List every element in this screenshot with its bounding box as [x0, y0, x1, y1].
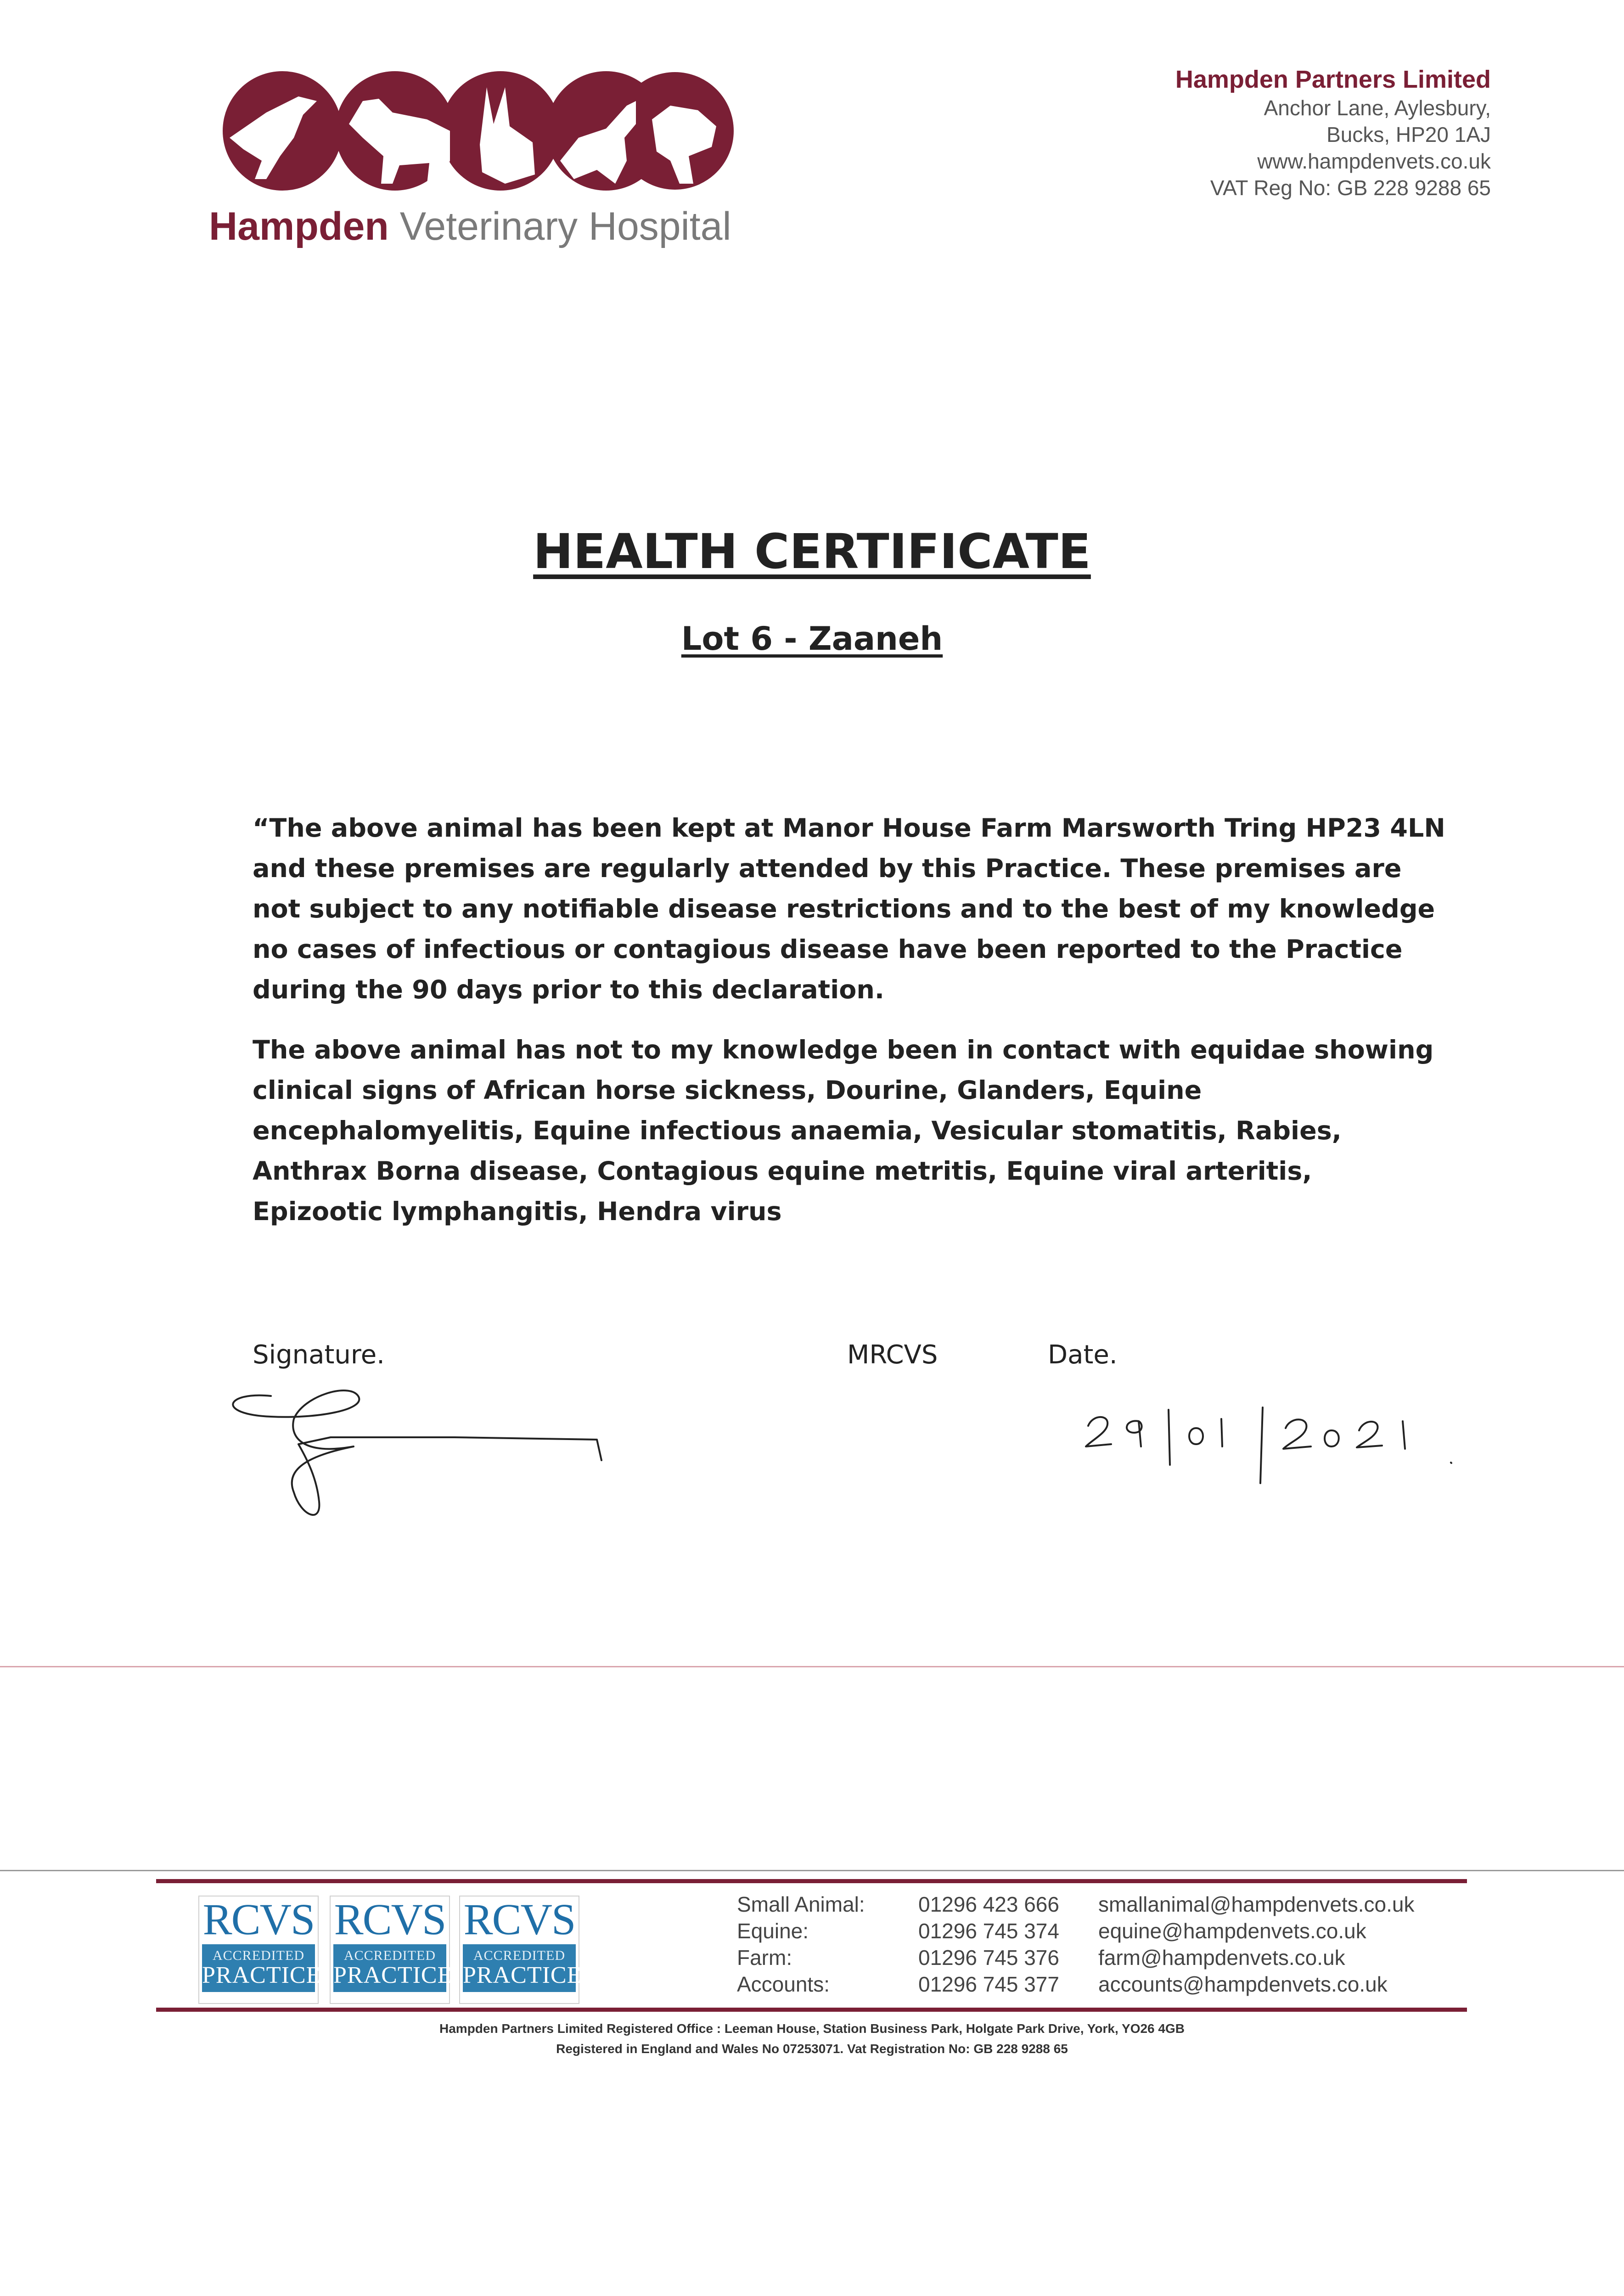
signature-label: Signature.	[253, 1340, 385, 1370]
rcvs-accredited: ACCREDITED	[473, 1948, 565, 1963]
page-divider	[0, 1666, 1624, 1667]
company-registration: Registered in England and Wales No 07253071. Vat Registration No: GB 228 9288 65	[556, 2042, 1068, 2056]
rcvs-accredited: ACCREDITED	[213, 1948, 304, 1963]
logo-name-rest: Veterinary Hospital	[399, 204, 731, 248]
rcvs-logo-text: RCVS	[334, 1895, 446, 1944]
page-title: HEALTH CERTIFICATE	[533, 523, 1091, 580]
footer-top-rule	[156, 1879, 1467, 1883]
vat-number: VAT Reg No: GB 228 9288 65	[1210, 176, 1491, 200]
rcvs-practice: PRACTICE	[333, 1962, 453, 1988]
contact-emails	[1098, 1891, 1414, 1998]
footer-divider	[0, 1870, 1624, 1871]
contact-phones	[918, 1891, 1059, 1998]
contact-phone[interactable]: 01296 745 376	[918, 1946, 1059, 1970]
contact-email[interactable]: equine@hampdenvets.co.uk	[1098, 1919, 1366, 1943]
contact-phone[interactable]: 01296 745 377	[918, 1972, 1059, 1996]
contact-label: Farm:	[737, 1946, 792, 1970]
contact-phone[interactable]: 01296 745 374	[918, 1919, 1059, 1943]
contact-phone[interactable]: 01296 423 666	[918, 1892, 1059, 1916]
contact-email[interactable]: accounts@hampdenvets.co.uk	[1098, 1972, 1388, 1996]
logo-wordmark	[209, 204, 731, 248]
declaration-paragraph-1: “The above animal has been kept at Manor House Farm Marsworth Tring HP23 4LN and these premises are regularly attended by this Practice. These premises are not subject to any notifiable disease restrictions and to the best of my knowledge no cases of infectious or contagious disease have been reported to the Practice during the 90 days prior to this declaration.	[253, 813, 1445, 1005]
rcvs-accredited: ACCREDITED	[344, 1948, 436, 1963]
declaration-paragraph-2: The above animal has not to my knowledge been in contact with equidae showing clinical signs of African horse sickness, Dourine, Glanders, Equine encephalomyelitis, Equine infectious anaemia, Vesicular stomatitis, Rabies, Anthrax Borna disease, Contagious equine metritis, Equine viral arteritis, Epizootic lymphangitis, Hendra virus	[253, 1035, 1434, 1227]
hampden-logo-animals	[211, 69, 735, 193]
company-name: Hampden Partners Limited	[1175, 66, 1491, 93]
rcvs-practice: PRACTICE	[463, 1962, 582, 1988]
rcvs-panel	[202, 1944, 321, 1992]
rcvs-practice: PRACTICE	[202, 1962, 321, 1988]
registered-office	[0, 2019, 1624, 2059]
mrcvs-label: MRCVS	[847, 1340, 938, 1370]
handwritten-signature	[216, 1378, 611, 1525]
contact-label: Accounts:	[737, 1972, 830, 1996]
registered-office-address: Hampden Partners Limited Registered Office : Leeman House, Station Business Park, Holgate Park Drive, York, YO26 4GB	[439, 2021, 1185, 2036]
certificate-body	[253, 808, 1446, 1252]
rcvs-logo-text: RCVS	[463, 1895, 575, 1944]
date-label: Date.	[1048, 1340, 1118, 1370]
rcvs-logo-text: RCVS	[202, 1895, 315, 1944]
website-link[interactable]: www.hampdenvets.co.uk	[1257, 149, 1491, 173]
footer-bottom-rule	[156, 2008, 1467, 2012]
address-line-1: Anchor Lane, Aylesbury,	[1264, 96, 1491, 120]
page-subtitle: Lot 6 - Zaaneh	[681, 620, 943, 658]
contact-labels	[737, 1891, 865, 1998]
rcvs-accreditation-badge	[198, 1896, 319, 2004]
rcvs-accreditation-badge	[459, 1895, 582, 2004]
rcvs-panel	[463, 1944, 582, 1992]
company-address	[1175, 64, 1491, 201]
address-line-2: Bucks, HP20 1AJ	[1326, 123, 1491, 146]
handwritten-date	[1074, 1396, 1478, 1506]
rcvs-panel	[333, 1944, 453, 1992]
contact-email[interactable]: smallanimal@hampdenvets.co.uk	[1098, 1892, 1415, 1916]
logo-name-strong: Hampden	[209, 204, 389, 248]
contact-label: Equine:	[737, 1919, 809, 1943]
contact-email[interactable]: farm@hampdenvets.co.uk	[1098, 1946, 1345, 1970]
rcvs-accreditation-badge	[330, 1895, 453, 2004]
contact-label: Small Animal:	[737, 1892, 865, 1916]
